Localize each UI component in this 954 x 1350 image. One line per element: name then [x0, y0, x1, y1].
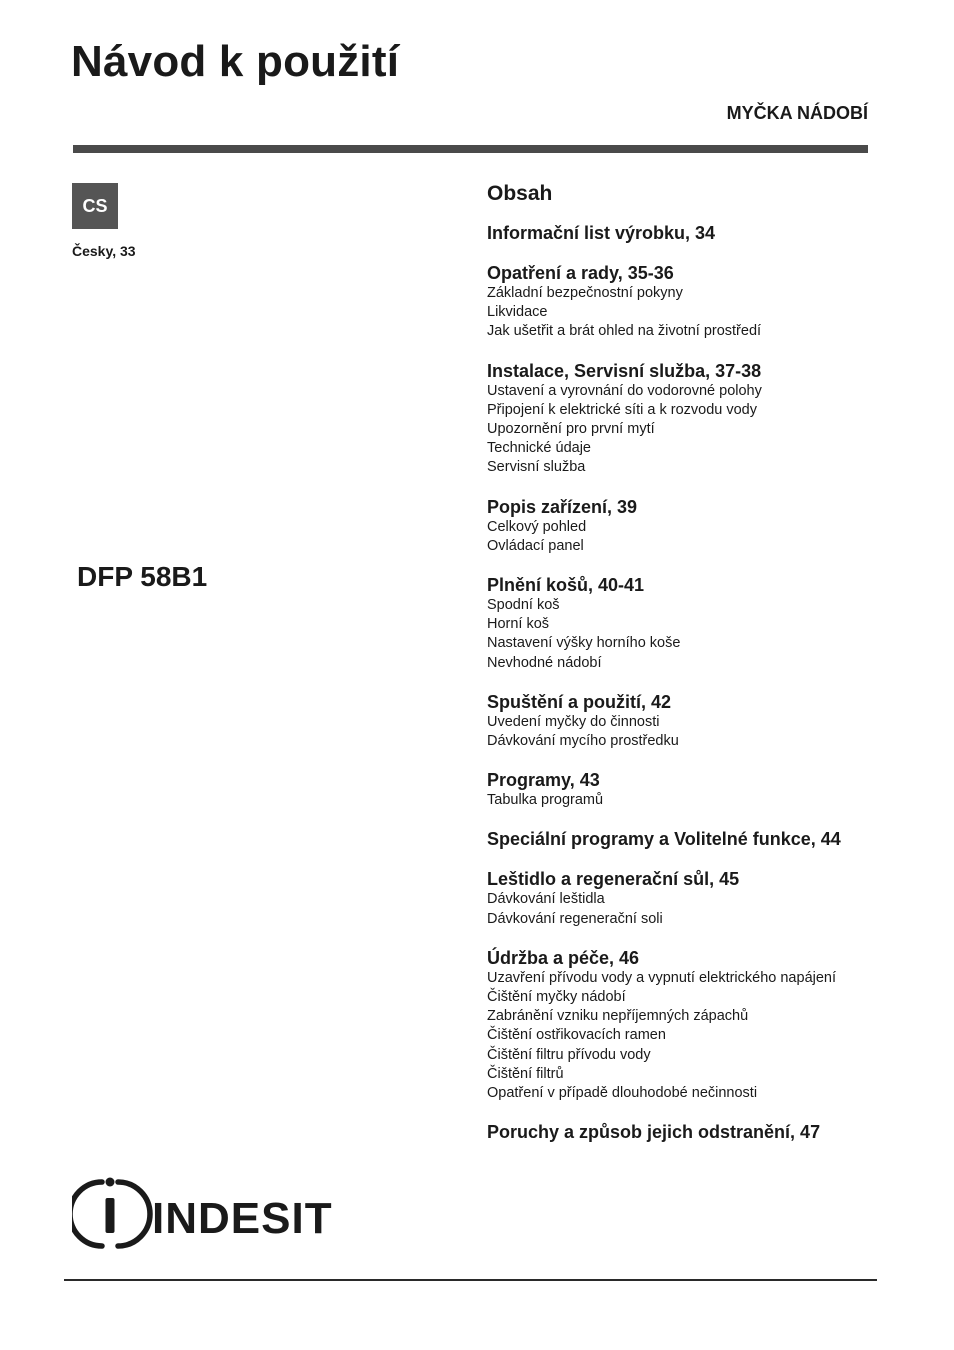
logo-i-dot: [106, 1178, 115, 1187]
toc-section: [487, 868, 907, 928]
toc-section: [487, 222, 907, 244]
table-of-contents: [487, 180, 907, 1161]
toc-subitem: Jak ušetřit a brát ohled na životní prostředí: [487, 323, 762, 340]
toc-section-title: Instalace, Servisní služba, 37-38: [487, 360, 762, 381]
toc-section: [487, 691, 907, 751]
toc-subitem: Uvedení myčky do činnosti: [487, 713, 660, 730]
toc-subitem: Ustavení a vyrovnání do vodorovné polohy: [487, 382, 762, 399]
indesit-logo: [72, 1176, 347, 1251]
toc-section-title: Údržba a péče, 46: [487, 947, 640, 968]
toc-section: [487, 262, 907, 342]
toc-section-title: Plnění košů, 40-41: [487, 575, 645, 596]
toc-subitem: Čištění ostřikovacích ramen: [487, 1027, 666, 1044]
toc-subitem: Upozornění pro první mytí: [487, 421, 655, 438]
toc-subitem: Ovládací panel: [487, 537, 584, 554]
toc-section: [487, 574, 907, 673]
toc-subitem: Nevhodné nádobí: [487, 654, 602, 671]
toc-section-title: Leštidlo a regenerační sůl, 45: [487, 869, 740, 890]
logo-ring-right: [118, 1182, 150, 1246]
toc-subitem: Nastavení výšky horního koše: [487, 635, 681, 652]
toc-heading: Obsah: [487, 182, 553, 205]
toc-subitem: Spodní koš: [487, 597, 560, 614]
toc-section: [487, 360, 907, 478]
header-divider: [73, 145, 868, 153]
toc-subitem: Servisní služba: [487, 459, 586, 476]
toc-subitem: Celkový pohled: [487, 518, 587, 535]
toc-subitem: Dávkování regenerační soli: [487, 910, 663, 927]
toc-section-title: Popis zařízení, 39: [487, 496, 638, 517]
toc-subitem: Připojení k elektrické síti a k rozvodu vody: [487, 401, 757, 418]
toc-section: [487, 828, 907, 850]
language-badge: CS: [72, 183, 118, 229]
toc-subitem: Čištění myčky nádobí: [487, 989, 626, 1006]
product-type: MYČKA NÁDOBÍ: [726, 103, 868, 123]
toc-section: [487, 496, 907, 556]
toc-subitem: Dávkování mycího prostředku: [487, 733, 679, 750]
toc-subitem: Technické údaje: [487, 440, 591, 457]
toc-subitem: Čištění filtru přívodu vody: [487, 1046, 651, 1063]
toc-section-title: Poruchy a způsob jejich odstranění, 47: [487, 1122, 821, 1143]
toc-section: [487, 1121, 907, 1143]
toc-section: [487, 769, 907, 810]
toc-subitem: Základní bezpečnostní pokyny: [487, 285, 683, 301]
toc-subitem: Zabránění vzniku nepříjemných zápachů: [487, 1008, 749, 1025]
footer-divider: [64, 1279, 877, 1281]
logo-i-stem: [106, 1198, 115, 1233]
toc-subitem: Likvidace: [487, 304, 548, 321]
toc-subitem: Opatření v případě dlouhodobé nečinnosti: [487, 1085, 758, 1102]
toc-section-title: Speciální programy a Volitelné funkce, 44: [487, 829, 841, 850]
toc-subitem: Dávkování leštidla: [487, 891, 605, 908]
logo-ring-left: [72, 1182, 102, 1246]
toc-section-title: Informační list výrobku, 34: [487, 223, 716, 243]
toc-sections: [487, 222, 907, 1143]
toc-section-title: Spuštění a použití, 42: [487, 691, 672, 712]
page-title: Návod k použití: [71, 37, 400, 86]
logo-wordmark: INDESIT: [152, 1194, 333, 1243]
toc-section-title: Opatření a rady, 35-36: [487, 263, 674, 283]
model-number: DFP 58B1: [77, 561, 208, 592]
toc-subitem: Uzavření přívodu vody a vypnutí elektrického napájení: [487, 969, 837, 986]
toc-section: [487, 947, 907, 1103]
toc-subitem: Čištění filtrů: [487, 1065, 564, 1082]
language-label: Česky, 33: [72, 243, 136, 259]
toc-subitem: Horní koš: [487, 616, 550, 633]
toc-subitem: Tabulka programů: [487, 792, 604, 809]
toc-section-title: Programy, 43: [487, 770, 600, 791]
